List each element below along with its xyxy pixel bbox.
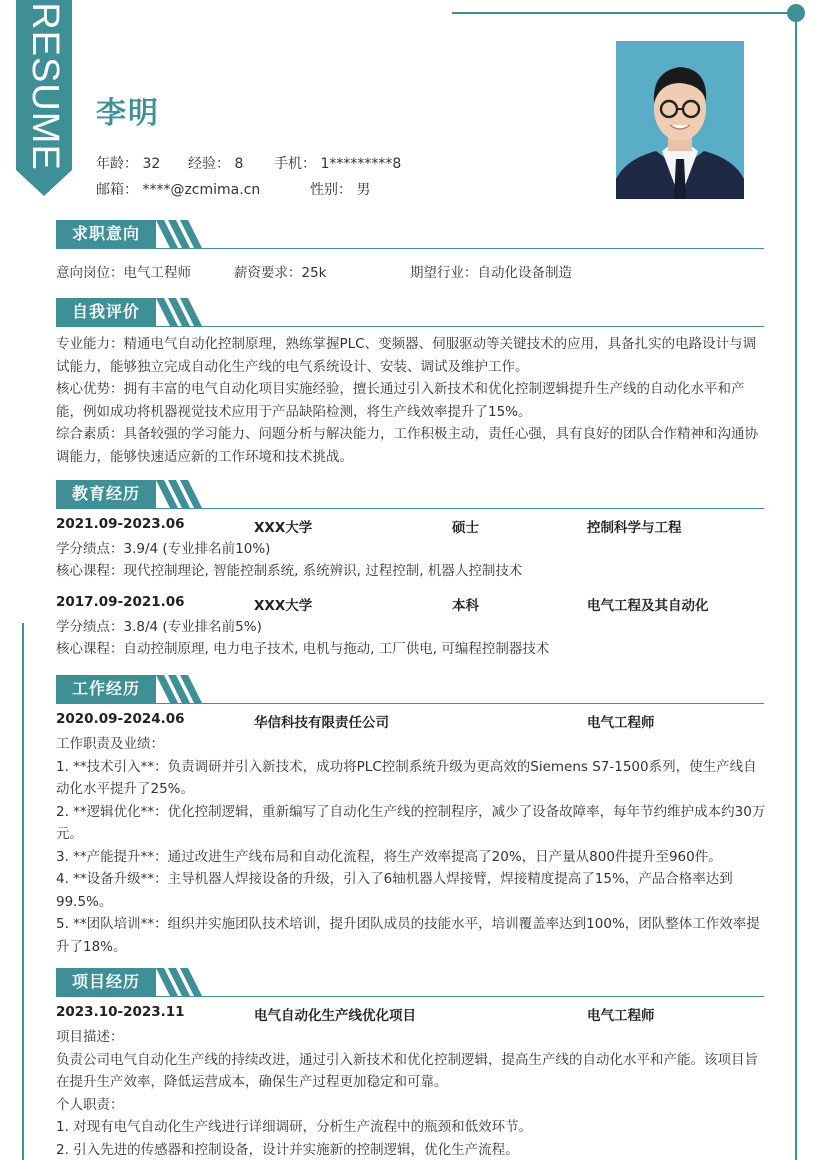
project-details [56,1026,766,1160]
age-field: 年龄： 32 [96,156,161,172]
section-title-project: 项目经历 [71,972,140,991]
self-eval-professional: 专业能力：精通电气自动化控制原理，熟练掌握PLC、变频器、伺服驱动等关键技术的应用，具备扎实的电路设计与调试能力，能够独立完成自动化生产线的电气系统设计、安装、调试及维护工作。 [56,336,757,375]
work-entry-header [56,711,764,733]
work-role: 电气工程师 [587,715,655,731]
work-duties-intro: 工作职责及业绩： [56,736,164,752]
intent-salary: 薪资要求：25k [234,265,327,281]
work-duty-item: 4. **设备升级**：主导机器人焊接设备的升级，引入了6轴机器人焊接臂，焊接精度提高了15%，产品合格率达到99.5%。 [56,871,733,910]
edu-school: XXX大学 [254,598,313,614]
phone-field: 手机： 1*********8 [274,156,402,172]
gender-field: 性别： 男 [310,182,371,198]
section-title-self: 自我评价 [71,302,140,321]
section-title-work: 工作经历 [71,679,140,698]
edu-major: 控制科学与工程 [587,520,682,536]
edu-courses: 核心课程：现代控制理论, 智能控制系统, 系统辨识, 过程控制, 机器人控制技术 [56,563,523,579]
section-header-project [56,968,764,1000]
project-desc: 负责公司电气自动化生产线的持续改进，通过引入新技术和优化控制逻辑，提高生产线的自动化水平和产能。该项目旨在提升生产效率，降低运营成本，确保生产过程更加稳定和可靠。 [56,1051,758,1090]
work-company: 华信科技有限责任公司 [254,715,389,731]
work-duty-item: 3. **产能提升**：通过改进生产线布局和自动化流程，将生产效率提高了20%，日产量从800件提升至960件。 [56,848,722,865]
project-name: 电气自动化生产线优化项目 [254,1008,416,1024]
section-header-intent [56,220,764,252]
work-duties [56,733,766,958]
project-duty-item: 2. 引入先进的传感器和控制设备，设计并实施新的控制逻辑，优化生产流程。 [56,1141,519,1158]
section-title-education: 教育经历 [71,484,140,503]
candidate-name: 李明 [96,96,160,131]
edu-period: 2021.09-2023.06 [56,516,185,532]
project-duty-label: 个人职责： [56,1096,124,1113]
work-duty-item: 5. **团队培训**：组织并实施团队技术培训，提升团队成员的技能水平，培训覆盖率达到100%，团队整体工作效率提升了18%。 [56,916,760,955]
edu-period: 2017.09-2021.06 [56,594,185,610]
project-period: 2023.10-2023.11 [56,1004,185,1020]
project-role: 电气工程师 [587,1008,655,1024]
resume-ribbon-text: RESUME [23,1,66,171]
intent-position: 意向岗位：电气工程师 [56,265,191,281]
section-header-self [56,298,764,330]
education-entry-2-header [56,594,764,616]
section-stripes [156,675,206,703]
section-title-intent: 求职意向 [71,224,140,243]
self-eval-advantage: 核心优势：拥有丰富的电气自动化项目实施经验，擅长通过引入新技术和优化控制逻辑提升生产线的自动化水平和产能，例如成功将机器视觉技术应用于产品缺陷检测，将生产线效率提升了15%。 [56,381,745,420]
left-decor-line [22,623,24,1160]
experience-field: 经验： 8 [188,156,244,172]
project-entry-header [56,1004,764,1026]
project-desc-label: 项目描述： [56,1029,124,1045]
section-stripes [156,298,206,326]
edu-degree: 本科 [452,598,479,614]
section-stripes [156,220,206,248]
section-stripes [156,480,206,508]
intent-row [56,261,764,283]
profile-photo [616,41,744,199]
edu-gpa: 学分绩点：3.8/4 (专业排名前5%) [56,619,262,635]
edu-courses: 核心课程：自动控制原理, 电力电子技术, 电机与拖动, 工厂供电, 可编程控制器技术 [56,641,550,657]
section-header-work [56,675,764,707]
work-duty-item: 2. **逻辑优化**：优化控制逻辑，重新编写了自动化生产线的控制程序，减少了设备故障率，每年节约维护成本约30万元。 [56,803,766,842]
right-decor-line [795,14,797,1160]
project-duty-item: 1. 对现有电气自动化生产线进行详细调研，分析生产流程中的瓶颈和低效环节。 [56,1119,533,1135]
work-period: 2020.09-2024.06 [56,711,185,727]
section-header-education [56,480,764,512]
self-evaluation-text [56,333,766,468]
email-field: 邮箱： ****@zcmima.cn [96,182,261,198]
education-entry-1-header [56,516,764,538]
self-eval-quality: 综合素质：具备较强的学习能力、问题分析与解决能力，工作积极主动，责任心强，具有良好的团队合作精神和沟通协调能力，能够快速适应新的工作环境和技术挑战。 [56,426,758,465]
section-stripes [156,968,206,996]
edu-degree: 硕士 [452,520,479,536]
top-decor-line [452,12,796,14]
edu-major: 电气工程及其自动化 [587,598,709,614]
work-duty-item: 1. **技术引入**：负责调研并引入新技术，成功将PLC控制系统升级为更高效的Siemens S7-1500系列，使生产线自动化水平提升了25%。 [56,758,757,797]
edu-school: XXX大学 [254,520,313,536]
edu-gpa: 学分绩点：3.9/4 (专业排名前10%) [56,541,271,557]
intent-industry: 期望行业：自动化设备制造 [410,265,572,281]
